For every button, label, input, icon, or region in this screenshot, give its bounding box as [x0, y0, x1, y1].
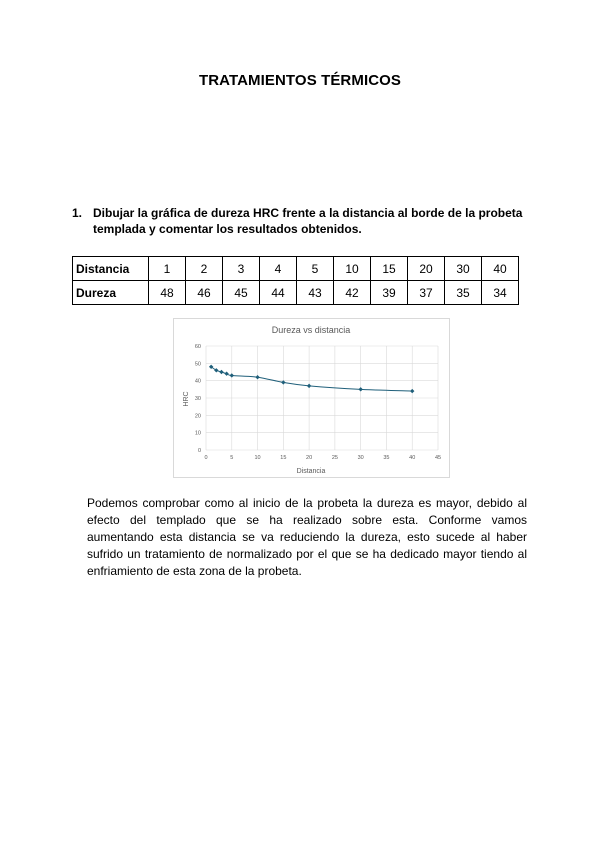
y-tick-label: 40: [194, 378, 201, 385]
chart-series-line: [211, 367, 412, 391]
chart-svg: [174, 319, 449, 477]
table-cell: 1: [149, 257, 186, 281]
y-tick-label: 30: [194, 396, 201, 402]
table-cell: 46: [186, 281, 223, 305]
table-cell: 45: [223, 281, 260, 305]
table-cell: 15: [371, 257, 408, 281]
data-point: [307, 384, 311, 388]
table-cell: 3: [223, 257, 260, 281]
table-cell: 2: [186, 257, 223, 281]
y-tick-label: 50: [194, 361, 201, 368]
table-cell: 10: [334, 257, 371, 281]
table-row-distancia: [73, 257, 519, 281]
x-tick-label: 15: [280, 455, 287, 461]
table-row-dureza: [73, 281, 519, 305]
data-point: [410, 389, 414, 393]
table-cell: 44: [260, 281, 297, 305]
question-text: Dibujar la gráfica de dureza HRC frente a la distancia al borde de la probeta templada y comentar los resultados obtenidos.: [93, 206, 523, 236]
y-tick-label: 60: [194, 344, 201, 350]
question-number: 1.: [72, 206, 83, 220]
data-point: [358, 387, 362, 391]
table-cell: 5: [297, 257, 334, 281]
table-cell: 43: [297, 281, 334, 305]
data-point: [255, 375, 259, 379]
chart-x-axis-label: Distancia: [296, 468, 326, 475]
x-tick-label: 10: [254, 455, 261, 461]
chart-container: [173, 318, 450, 478]
chart-grid: [206, 346, 438, 450]
document-title: TRATAMIENTOS TÉRMICOS: [198, 72, 402, 89]
x-tick-label: 30: [357, 455, 364, 461]
table-cell: 30: [445, 257, 482, 281]
y-tick-label: 20: [194, 413, 201, 420]
chart-points: [209, 365, 414, 394]
data-point: [224, 372, 228, 376]
data-point: [230, 373, 234, 377]
table-header-dureza: Dureza: [73, 281, 149, 305]
chart-y-ticks: [195, 344, 201, 454]
table-cell: 37: [408, 281, 445, 305]
table-cell: 39: [371, 281, 408, 305]
table-cell: 4: [260, 257, 297, 281]
y-tick-label: 10: [194, 430, 201, 437]
x-tick-label: 25: [331, 455, 338, 461]
table-cell: 40: [482, 257, 519, 281]
data-table: [72, 256, 519, 305]
x-tick-label: 45: [434, 455, 442, 461]
x-tick-label: 5: [230, 455, 234, 461]
table-header-distancia: Distancia: [73, 257, 149, 281]
table-cell: 35: [445, 281, 482, 305]
x-tick-label: 35: [383, 455, 390, 461]
table-cell: 20: [408, 257, 445, 281]
x-tick-label: 0: [204, 455, 208, 461]
x-tick-label: 20: [306, 455, 313, 461]
data-point: [219, 370, 223, 374]
chart-title: Dureza vs distancia: [271, 325, 351, 335]
result-paragraph: Podemos comprobar como al inicio de la probeta la dureza es mayor, debido al efecto del templado que se ha realizado sobre esta. Conforme vamos aumentando esta distancia se va reduciendo la dureza, esto sucede al haber sufrido un tratamiento de normalizado por el que se ha dedicado mayor tiendo al enfriamiento de esta zona de la probeta.: [87, 496, 527, 578]
chart-y-axis-label: HRC: [183, 391, 190, 407]
x-tick-label: 40: [409, 455, 416, 461]
question: [72, 205, 542, 237]
table-cell: 42: [334, 281, 371, 305]
data-point: [214, 368, 218, 372]
chart-x-ticks: [204, 455, 441, 461]
y-tick-label: 0: [197, 448, 201, 454]
table-cell: 34: [482, 281, 519, 305]
table-cell: 48: [149, 281, 186, 305]
